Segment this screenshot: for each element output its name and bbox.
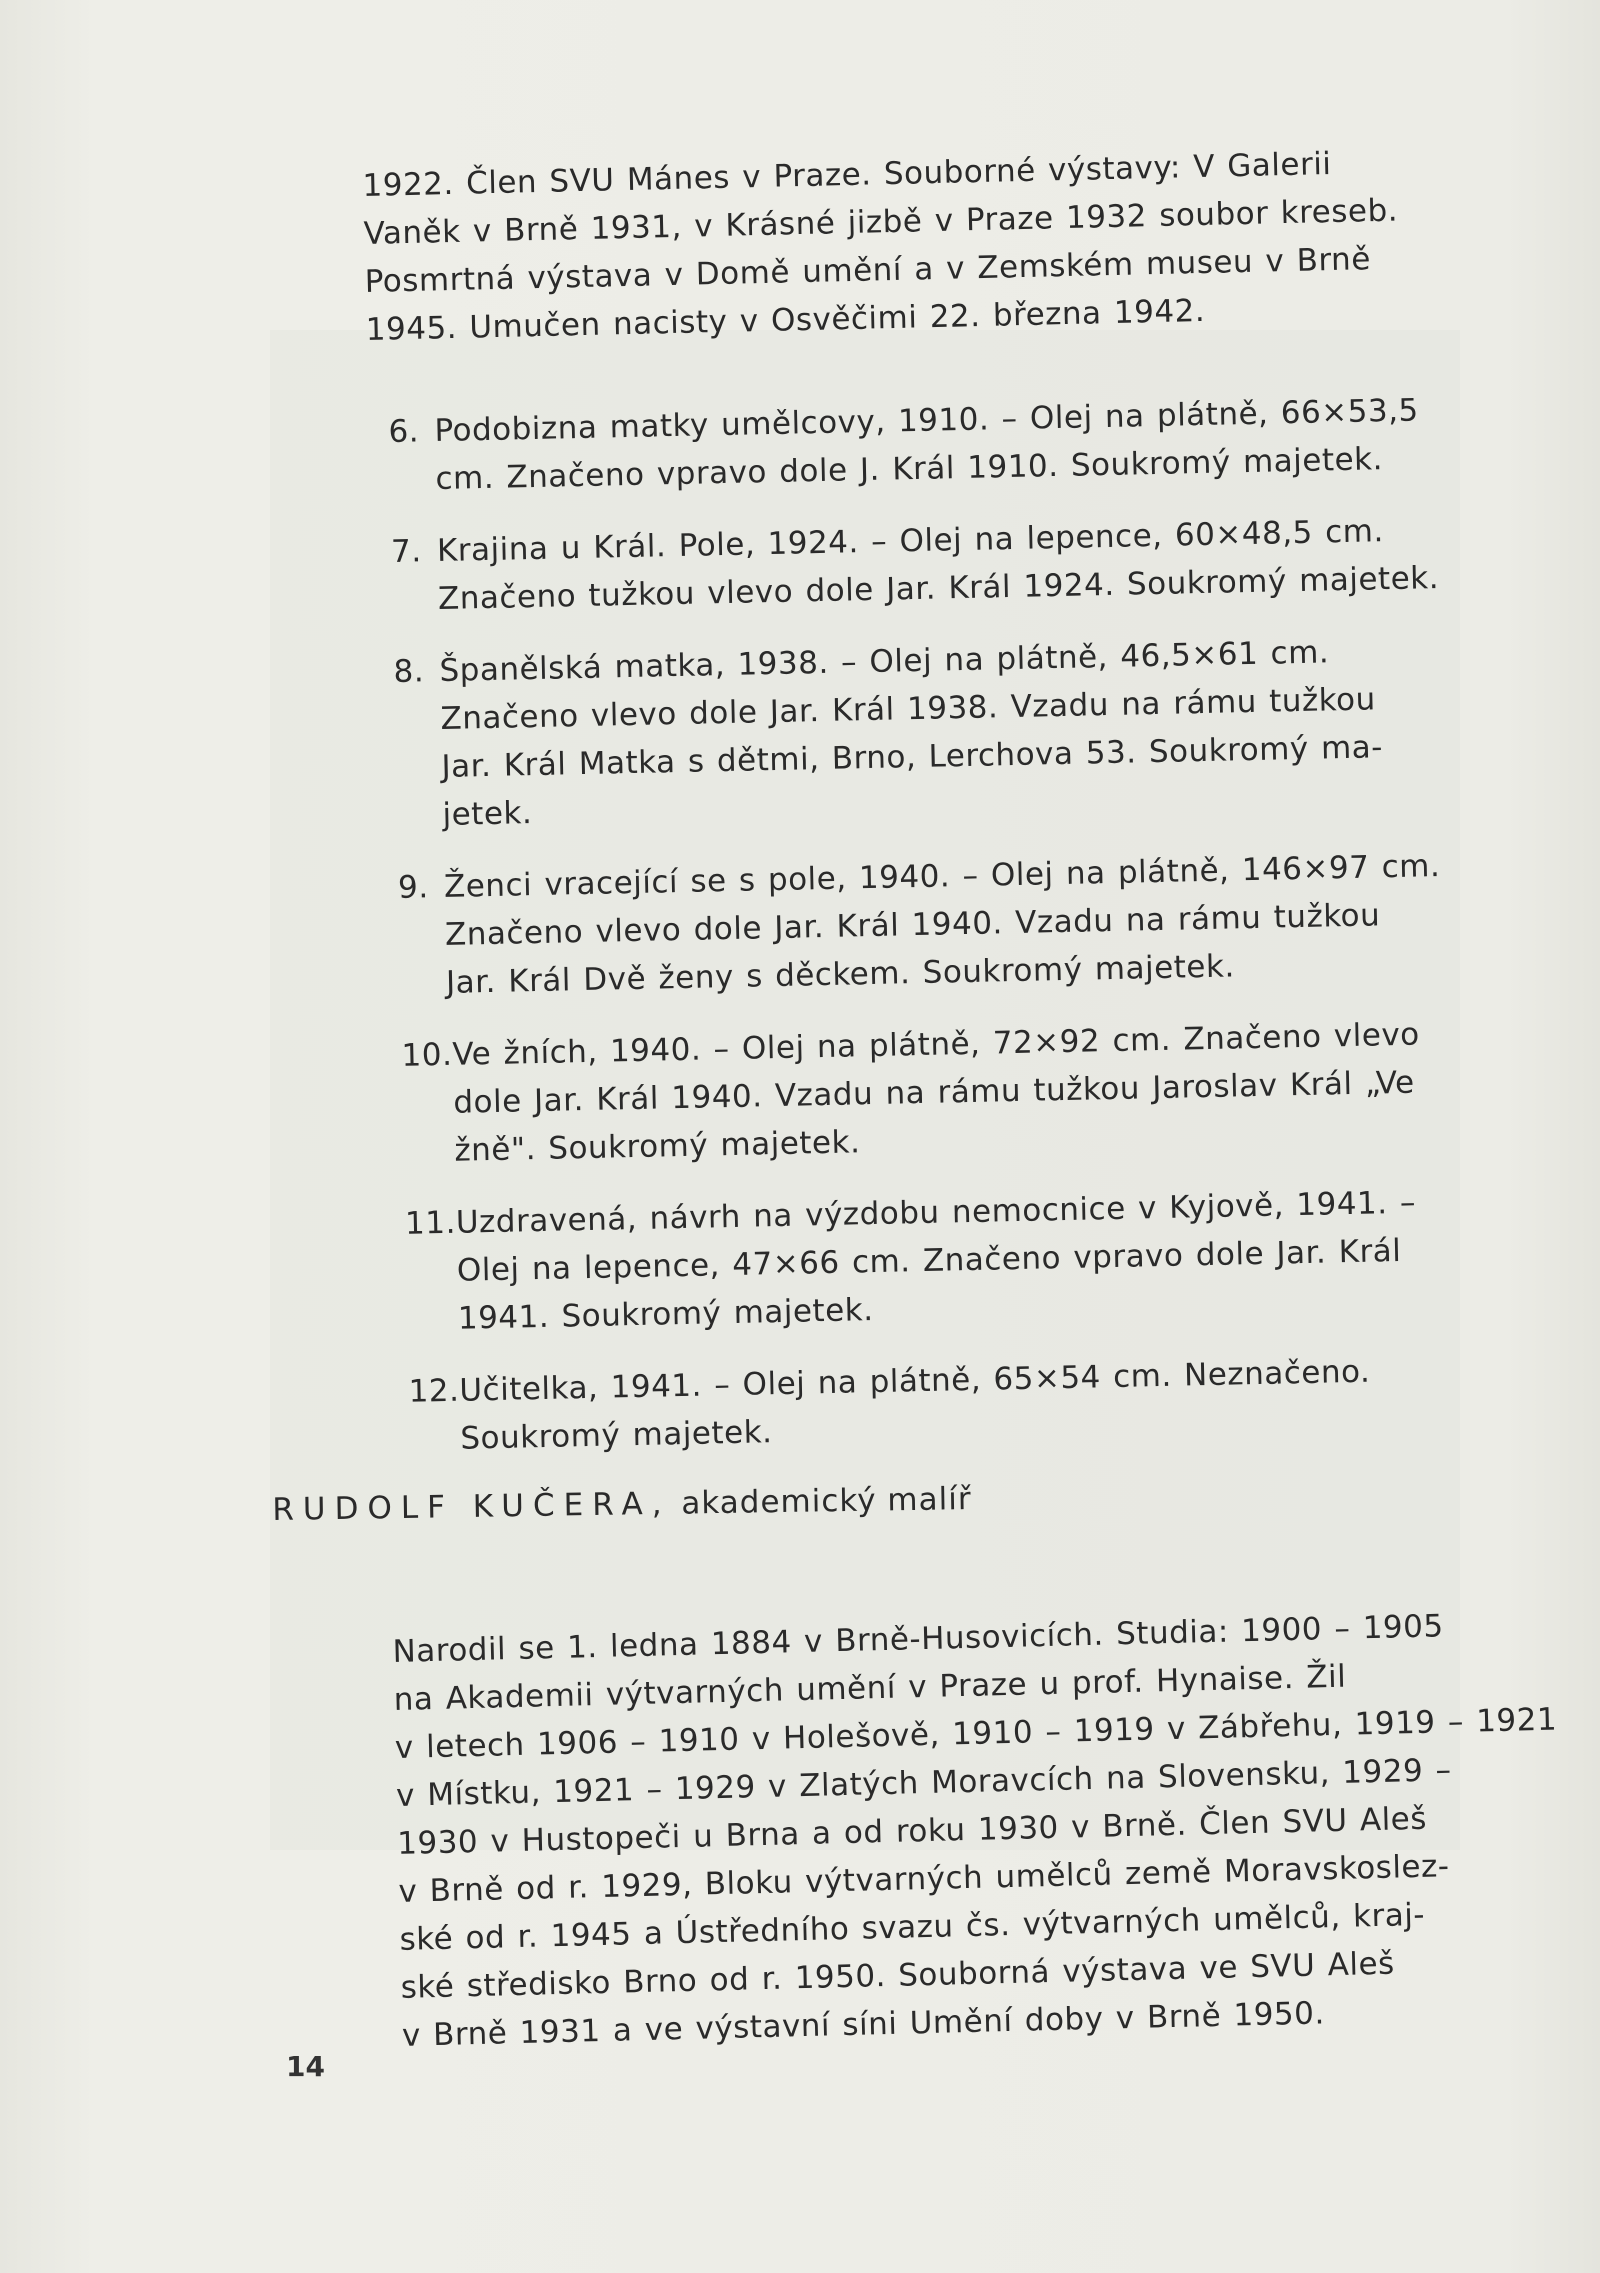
- entry-number: 11.: [404, 1204, 457, 1242]
- text-line: Soukromý majetek.: [460, 1414, 773, 1457]
- text-line: dole Jar. Král 1940. Vzadu na rámu tužkou Jaroslav Král „Ve: [453, 1064, 1416, 1121]
- text-line: cm. Značeno vpravo dole J. Král 1910. Soukromý majetek.: [435, 441, 1384, 498]
- artist-name: RUDOLF KUČERA,: [272, 1485, 671, 1528]
- catalogue-entry-7: [391, 505, 1503, 624]
- entry-number: 6.: [388, 413, 420, 450]
- entry-text: [455, 1177, 1517, 1343]
- entry-text: [437, 505, 1503, 623]
- text-line: na Akademii výtvarných umění v Praze u prof. Hynaise. Žil: [393, 1658, 1347, 1718]
- text-line: Jar. Král Matka s dětmi, Brno, Lerchova 53. Soukromý ma-: [441, 729, 1384, 785]
- text-line: Uzdravená, návrh na výzdobu nemocnice v Kyjově, 1941. –: [455, 1184, 1417, 1241]
- text-line: v Brně od r. 1929, Bloku výtvarných umělců země Moravskoslez-: [398, 1848, 1450, 1910]
- text-line: Narodil se 1. ledna 1884 v Brně-Husovicích. Studia: 1900 – 1905: [392, 1608, 1445, 1670]
- entry-text: [439, 625, 1507, 839]
- catalogue-entry-8: [393, 625, 1507, 840]
- biography-paragraph: [392, 1600, 1558, 2059]
- text-line: Olej na lepence, 47×66 cm. Značeno vpravo dole Jar. Král: [456, 1232, 1402, 1289]
- text-line: Ve žních, 1940. – Olej na plátně, 72×92 cm. Značeno vlevo: [451, 1016, 1421, 1073]
- entry-number: 8.: [393, 653, 425, 690]
- entry-text: [459, 1345, 1520, 1463]
- entry-number: 12.: [408, 1372, 460, 1410]
- catalogue-entries: [388, 385, 1520, 1488]
- catalogue-entry-9: [398, 841, 1511, 1008]
- text-line: Vaněk v Brně 1931, v Krásné jizbě v Praze 1932 soubor kreseb.: [363, 192, 1399, 252]
- page-number: 14: [286, 2050, 325, 2083]
- text-line: Učitelka, 1941. – Olej na plátně, 65×54 cm. Neznačeno.: [459, 1353, 1371, 1409]
- entry-text: [444, 841, 1511, 1007]
- text-line: 1930 v Hustopeči u Brna a od roku 1930 v Brně. Člen SVU Aleš: [396, 1800, 1428, 1862]
- text-line: ské od r. 1945 a Ústředního svazu čs. výtvarných umělců, kraj-: [399, 1896, 1426, 1958]
- intro-paragraph: [362, 136, 1496, 354]
- text-line: Španělská matka, 1938. – Olej na plátně, 46,5×61 cm.: [439, 634, 1330, 689]
- text-line: v letech 1906 – 1910 v Holešově, 1910 – 1919 v Zábřehu, 1919 – 1921: [394, 1701, 1558, 1766]
- text-line: v Brně 1931 a ve výstavní síni Umění doby v Brně 1950.: [401, 1995, 1326, 2054]
- text-line: 1922. Člen SVU Mánes v Praze. Souborné výstavy: V Galerii: [362, 146, 1332, 204]
- entry-number: 7.: [390, 533, 422, 570]
- catalogue-entry-12: [408, 1345, 1520, 1464]
- text-line: žně". Soukromý majetek.: [454, 1124, 861, 1169]
- entry-number: 9.: [397, 869, 430, 906]
- catalogue-entry-11: [405, 1177, 1518, 1344]
- text-line: Jar. Král Dvě ženy s děckem. Soukromý majetek.: [445, 948, 1236, 1001]
- text-line: v Místku, 1921 – 1929 v Zlatých Moravcích na Slovensku, 1929 –: [395, 1752, 1452, 1814]
- text-line: Značeno tužkou vlevo dole Jar. Král 1924. Soukromý majetek.: [437, 560, 1440, 617]
- entry-text: [452, 1009, 1514, 1175]
- text-line: Značeno vlevo dole Jar. Král 1940. Vzadu na rámu tužkou: [444, 897, 1381, 953]
- artist-title: akademický malíř: [681, 1481, 972, 1522]
- text-line: 1945. Umučen nacisty v Osvěčimi 22. března 1942.: [365, 292, 1206, 348]
- catalogue-entry-10: [401, 1009, 1514, 1176]
- text-line: jetek.: [442, 795, 533, 833]
- entry-number: 10.: [401, 1036, 453, 1074]
- text-line: Podobizna matky umělcovy, 1910. – Olej na plátně, 66×53,5: [434, 392, 1420, 450]
- text-line: Posmrtná výstava v Domě umění a v Zemském museu v Brně: [364, 241, 1372, 300]
- text-line: Značeno vlevo dole Jar. Král 1938. Vzadu na rámu tužkou: [440, 681, 1377, 737]
- text-line: ské středisko Brno od r. 1950. Souborná výstava ve SVU Aleš: [400, 1945, 1396, 2006]
- text-line: Ženci vracející se s pole, 1940. – Olej na plátně, 146×97 cm.: [443, 848, 1441, 905]
- text-line: Krajina u Král. Pole, 1924. – Olej na lepence, 60×48,5 cm.: [436, 513, 1385, 570]
- text-line: 1941. Soukromý majetek.: [457, 1292, 874, 1337]
